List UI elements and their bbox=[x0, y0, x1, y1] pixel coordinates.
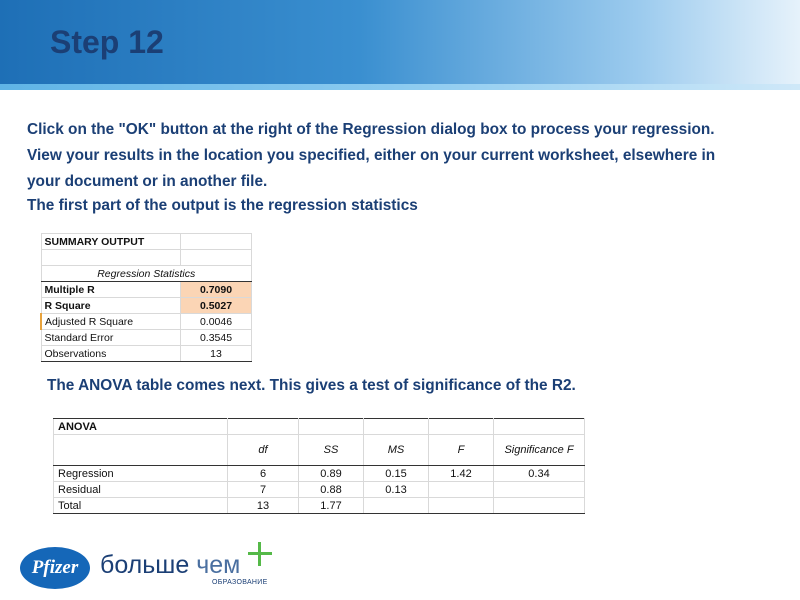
header-stripe bbox=[0, 84, 800, 90]
pfizer-logo bbox=[20, 547, 90, 589]
tagline-light: чем bbox=[196, 551, 241, 579]
cell-ss: 0.89 bbox=[299, 466, 364, 482]
stat-label: R Square bbox=[41, 298, 181, 314]
cell-f: 1.42 bbox=[429, 466, 494, 482]
anova-table bbox=[53, 418, 585, 514]
cell-sig: 0.34 bbox=[494, 466, 585, 482]
table-row bbox=[41, 330, 252, 346]
header-df: df bbox=[228, 435, 299, 466]
cell-ms bbox=[364, 498, 429, 514]
stat-value: 0.3545 bbox=[181, 330, 252, 346]
plus-icon bbox=[246, 540, 274, 568]
cell-df: 6 bbox=[228, 466, 299, 482]
stat-label: Standard Error bbox=[41, 330, 181, 346]
stat-value: 0.5027 bbox=[181, 298, 252, 314]
table-row bbox=[54, 498, 585, 514]
cell-df: 7 bbox=[228, 482, 299, 498]
row-name: Regression bbox=[54, 466, 228, 482]
table-row bbox=[41, 282, 252, 298]
stat-value: 13 bbox=[181, 346, 252, 362]
summary-title: SUMMARY OUTPUT bbox=[41, 234, 181, 250]
instruction-paragraph: Click on the "OK" button at the right of the Regression dialog box to process your regression. View your results in the location you specified, either on your current worksheet, elsewhere in your document or in another file. bbox=[27, 121, 716, 190]
anova-header-row bbox=[54, 435, 585, 466]
logo-text: Pfizer bbox=[31, 557, 79, 578]
page-title: Step 12 bbox=[50, 24, 164, 60]
summary-blank-row bbox=[41, 250, 252, 266]
cell-f bbox=[429, 498, 494, 514]
stat-value: 0.7090 bbox=[181, 282, 252, 298]
anova-title: ANOVA bbox=[54, 419, 228, 435]
header-ms: MS bbox=[364, 435, 429, 466]
stat-value: 0.0046 bbox=[181, 314, 252, 330]
cell-sig bbox=[494, 498, 585, 514]
header-f: F bbox=[429, 435, 494, 466]
anova-title-row bbox=[54, 419, 585, 435]
regression-statistics-label: Regression Statistics bbox=[41, 266, 252, 282]
cell-ms: 0.13 bbox=[364, 482, 429, 498]
cell-f bbox=[429, 482, 494, 498]
cell-ms: 0.15 bbox=[364, 466, 429, 482]
summary-output-table bbox=[40, 233, 252, 362]
table-row bbox=[41, 314, 252, 330]
regression-statistics-header bbox=[41, 266, 252, 282]
summary-title-row bbox=[41, 234, 252, 250]
table-row bbox=[54, 482, 585, 498]
stat-label: Multiple R bbox=[41, 282, 181, 298]
cell-ss: 0.88 bbox=[299, 482, 364, 498]
row-name: Residual bbox=[54, 482, 228, 498]
header-ss: SS bbox=[299, 435, 364, 466]
table-row bbox=[54, 466, 585, 482]
table-row bbox=[41, 298, 252, 314]
stat-label: Observations bbox=[41, 346, 181, 362]
cell-ss: 1.77 bbox=[299, 498, 364, 514]
tagline bbox=[100, 551, 240, 580]
row-name: Total bbox=[54, 498, 228, 514]
stat-label: Adjusted R Square bbox=[41, 314, 181, 330]
anova-intro: The ANOVA table comes next. This gives a test of significance of the R2. bbox=[47, 377, 576, 394]
cell-sig bbox=[494, 482, 585, 498]
table-row bbox=[41, 346, 252, 362]
summary-intro: The first part of the output is the regression statistics bbox=[27, 197, 418, 214]
tagline-bold: больше bbox=[100, 551, 190, 579]
cell-df: 13 bbox=[228, 498, 299, 514]
tagline-subtext: ОБРАЗОВАНИЕ bbox=[212, 579, 268, 586]
header-significance-f: Significance F bbox=[494, 435, 585, 466]
